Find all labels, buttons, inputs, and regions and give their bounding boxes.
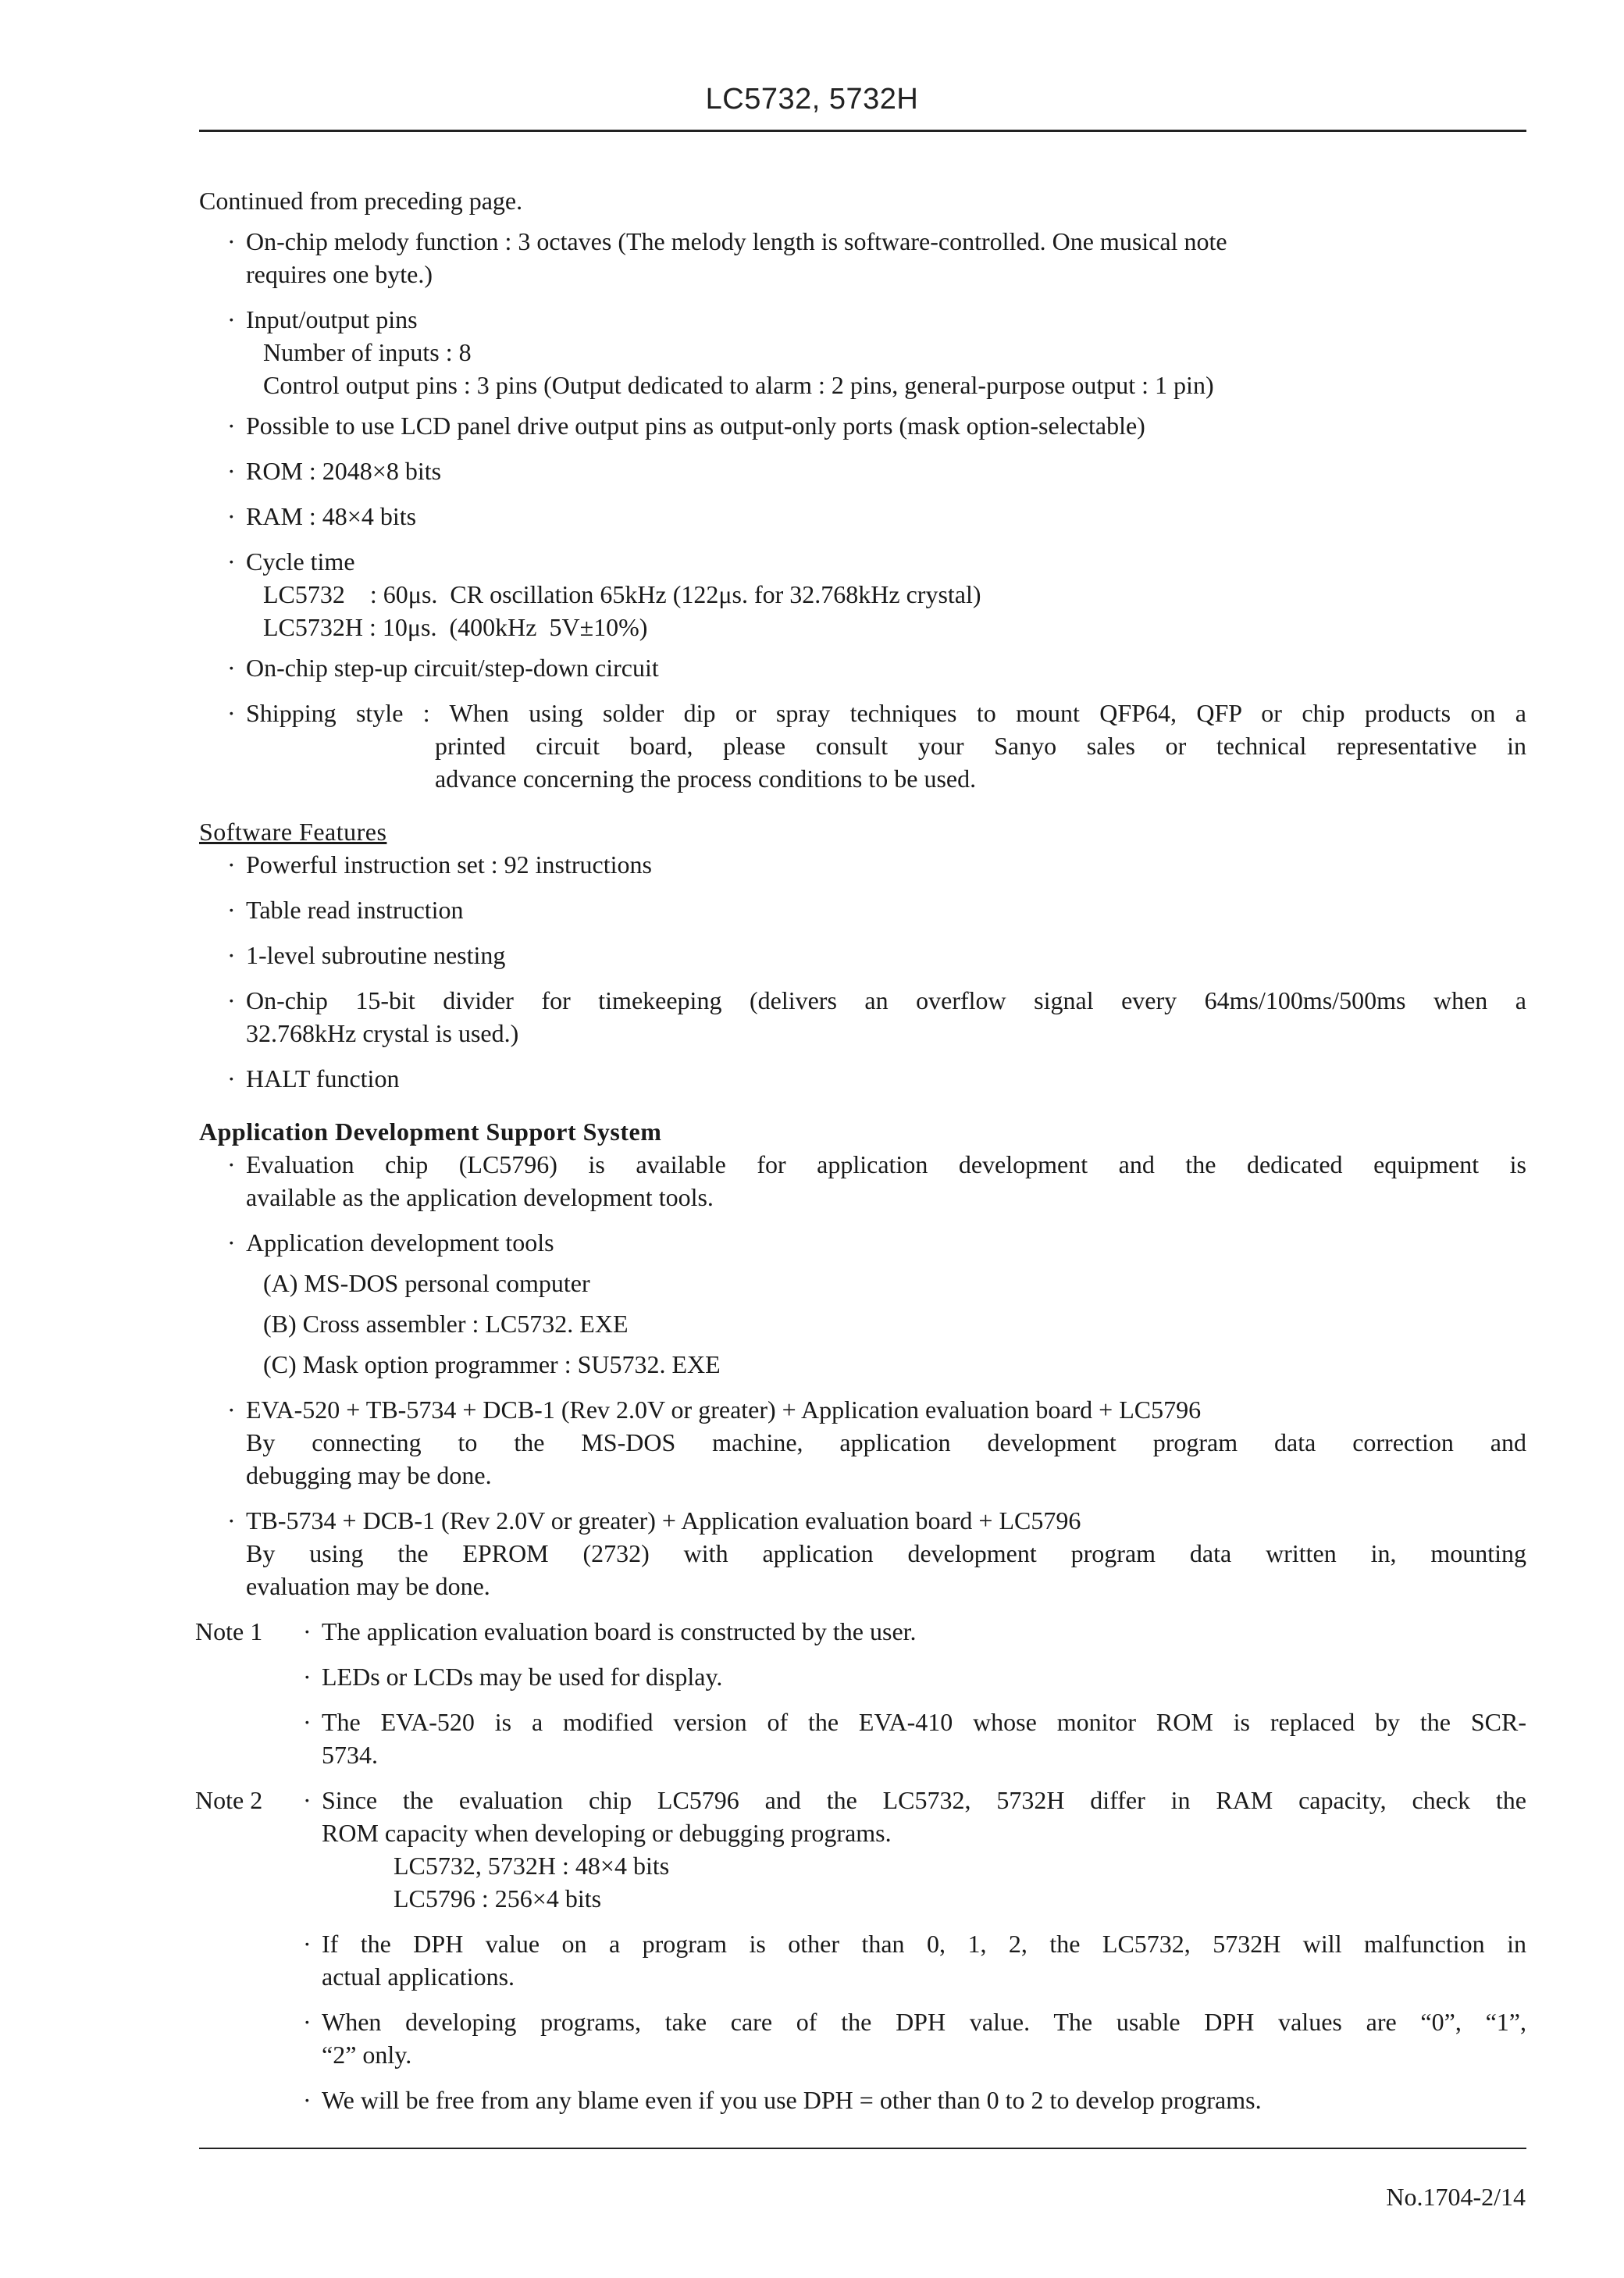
note1-item3-line1: The EVA-520 is a modified version of the EVA-410 whose monitor ROM is replaced by the SCR- [322,1708,1526,1736]
sw-halt: HALT function [246,1064,400,1093]
app-eval-line1: Evaluation chip (LC5796) is available for application development and the dedicated equipment is [246,1150,1526,1178]
app-bullet-tb [199,1504,1526,1602]
note2-item3 [195,2005,1526,2071]
app-bullet-eva [199,1393,1526,1492]
app-dev-heading: Application Development Support System [199,1118,662,1146]
bullet-dot: · [227,1228,236,1257]
bullet-io-pins [199,303,1526,401]
bullet-dot: · [303,1663,312,1691]
bullet-dot: · [227,654,236,682]
note2-item1 [195,1784,1526,1915]
cycle-title: Cycle time [246,547,355,576]
note2-item1-line1: Since the evaluation chip LC5796 and the LC5732, 5732H differ in RAM capacity, check the [322,1786,1526,1814]
sw-table-read: Table read instruction [246,896,464,924]
bullet-dot: · [227,457,236,485]
sw-divider-line2: 32.768kHz crystal is used.) [246,1019,519,1047]
footer-rule [199,2148,1526,2149]
shipping-line2: printed circuit board, please consult your Sanyo sales or technical representative in [435,732,1526,760]
app-tool-a: (A) MS-DOS personal computer [263,1269,590,1297]
bullet-dot: · [227,850,236,879]
io-inputs: Number of inputs : 8 [263,338,472,366]
cycle-lc5732h: LC5732H : 10μs. (400kHz 5V±10%) [263,613,648,641]
bullet-dot: · [303,1930,312,1958]
sw-bullet-table-read [199,893,1526,926]
bullet-dot: · [227,699,236,727]
shipping-line3: advance concerning the process conditions to be used. [435,765,977,793]
bullet-dot: · [227,547,236,576]
note2-item2-line1: If the DPH value on a program is other than 0, 1, 2, the LC5732, 5732H will malfunction in [322,1930,1526,1958]
note1-item2-text: LEDs or LCDs may be used for display. [322,1663,723,1691]
bullet-dot: · [227,1064,236,1093]
bullet-dot: · [227,1150,236,1178]
bullet-dot: · [227,1396,236,1424]
sw-instruction-set: Powerful instruction set : 92 instructions [246,850,652,879]
app-bullet-eval-chip [199,1148,1526,1214]
sw-bullet-instruction-set [199,848,1526,881]
app-bullet-tools [199,1226,1526,1381]
note2-item2-line2: actual applications. [322,1963,515,1991]
bullet-dot: · [227,941,236,969]
sw-bullet-divider [199,984,1526,1050]
bullet-dot: · [227,227,236,255]
app-tools-title: Application development tools [246,1228,554,1257]
rom-text: ROM : 2048×8 bits [246,457,442,485]
bullet-dot: · [303,1708,312,1736]
bullet-rom [199,455,1526,487]
bullet-dot: · [227,305,236,333]
continued-note: Continued from preceding page. [199,187,523,215]
app-tb-line1: TB-5734 + DCB-1 (Rev 2.0V or greater) + Application evaluation board + LC5796 [246,1506,1081,1535]
bullet-lcd [199,409,1526,442]
stepup-text: On-chip step-up circuit/step-down circuit [246,654,659,682]
bullet-dot: · [227,1506,236,1535]
bullet-dot: · [227,502,236,530]
note2-item4 [195,2084,1526,2116]
bullet-dot: · [303,2008,312,2036]
sw-divider-line1: On-chip 15-bit divider for timekeeping (delivers an overflow signal every 64ms/100ms/500ms when a [246,986,1526,1014]
app-eva-line2: By connecting to the MS-DOS machine, application development program data correction and [246,1428,1526,1456]
note2-item2 [195,1927,1526,1993]
note1-item2 [195,1660,1526,1693]
note2-item3-line1: When developing programs, take care of the DPH value. The usable DPH values are “0”, “1”, [322,2008,1526,2036]
note1-label: Note 1 [195,1617,263,1645]
melody-line1: On-chip melody function : 3 octaves (The melody length is software-controlled. One musical note [246,227,1227,255]
ram-text: RAM : 48×4 bits [246,502,417,530]
bullet-melody [199,225,1526,291]
note2-label: Note 2 [195,1786,263,1814]
bullet-dot: · [227,412,236,440]
bullet-ram [199,500,1526,533]
app-tb-line3: evaluation may be done. [246,1572,490,1600]
document-number: No.1704-2/14 [1386,2183,1526,2211]
cycle-lc5732: LC5732 : 60μs. CR oscillation 65kHz (122μs. for 32.768kHz crystal) [263,580,981,608]
sw-bullet-subroutine [199,939,1526,971]
app-tb-line2: By using the EPROM (2732) with application development program data written in, mounting [246,1539,1526,1567]
note2-item4-text: We will be free from any blame even if you use DPH = other than 0 to 2 to develop programs. [322,2086,1262,2114]
note2-ram-lc5796: LC5796 : 256×4 bits [394,1884,602,1913]
shipping-line1: When using solder dip or spray techniques to mount QFP64, QFP or chip products on a [449,699,1527,727]
app-eva-line3: debugging may be done. [246,1461,492,1489]
bullet-dot: · [227,896,236,924]
sw-bullet-halt [199,1062,1526,1095]
bullet-stepup [199,651,1526,684]
app-eval-line2: available as the application development tools. [246,1183,714,1211]
lcd-text: Possible to use LCD panel drive output pins as output-only ports (mask option-selectable) [246,412,1145,440]
app-tool-c: (C) Mask option programmer : SU5732. EXE [263,1350,721,1378]
software-features-heading: Software Features [199,818,387,846]
note1-item3 [195,1706,1526,1771]
bullet-cycle-time [199,545,1526,643]
bullet-dot: · [303,1617,312,1645]
io-outputs: Control output pins : 3 pins (Output dedicated to alarm : 2 pins, general-purpose output : 1 pin) [263,371,1214,399]
note1-item1 [195,1615,1526,1648]
bullet-shipping [199,697,1526,795]
bullet-dot: · [227,986,236,1014]
page-header-title: LC5732, 5732H [705,83,919,116]
note2-ram-lc5732: LC5732, 5732H : 48×4 bits [394,1852,670,1880]
app-eva-line1: EVA-520 + TB-5734 + DCB-1 (Rev 2.0V or greater) + Application evaluation board + LC5796 [246,1396,1202,1424]
bullet-dot: · [303,1786,312,1814]
note1-item3-line2: 5734. [322,1741,378,1769]
bullet-dot: · [303,2086,312,2114]
sw-subroutine: 1-level subroutine nesting [246,941,506,969]
note2-item1-line2: ROM capacity when developing or debugging programs. [322,1819,892,1847]
note2-item3-line2: “2” only. [322,2041,412,2069]
melody-line2: requires one byte.) [246,260,433,288]
note1-item1-text: The application evaluation board is constructed by the user. [322,1617,917,1645]
io-title: Input/output pins [246,305,418,333]
shipping-label: Shipping style : [246,699,430,727]
app-tool-b: (B) Cross assembler : LC5732. EXE [263,1310,629,1338]
page-content [195,184,1527,2116]
header-rule [199,130,1526,132]
